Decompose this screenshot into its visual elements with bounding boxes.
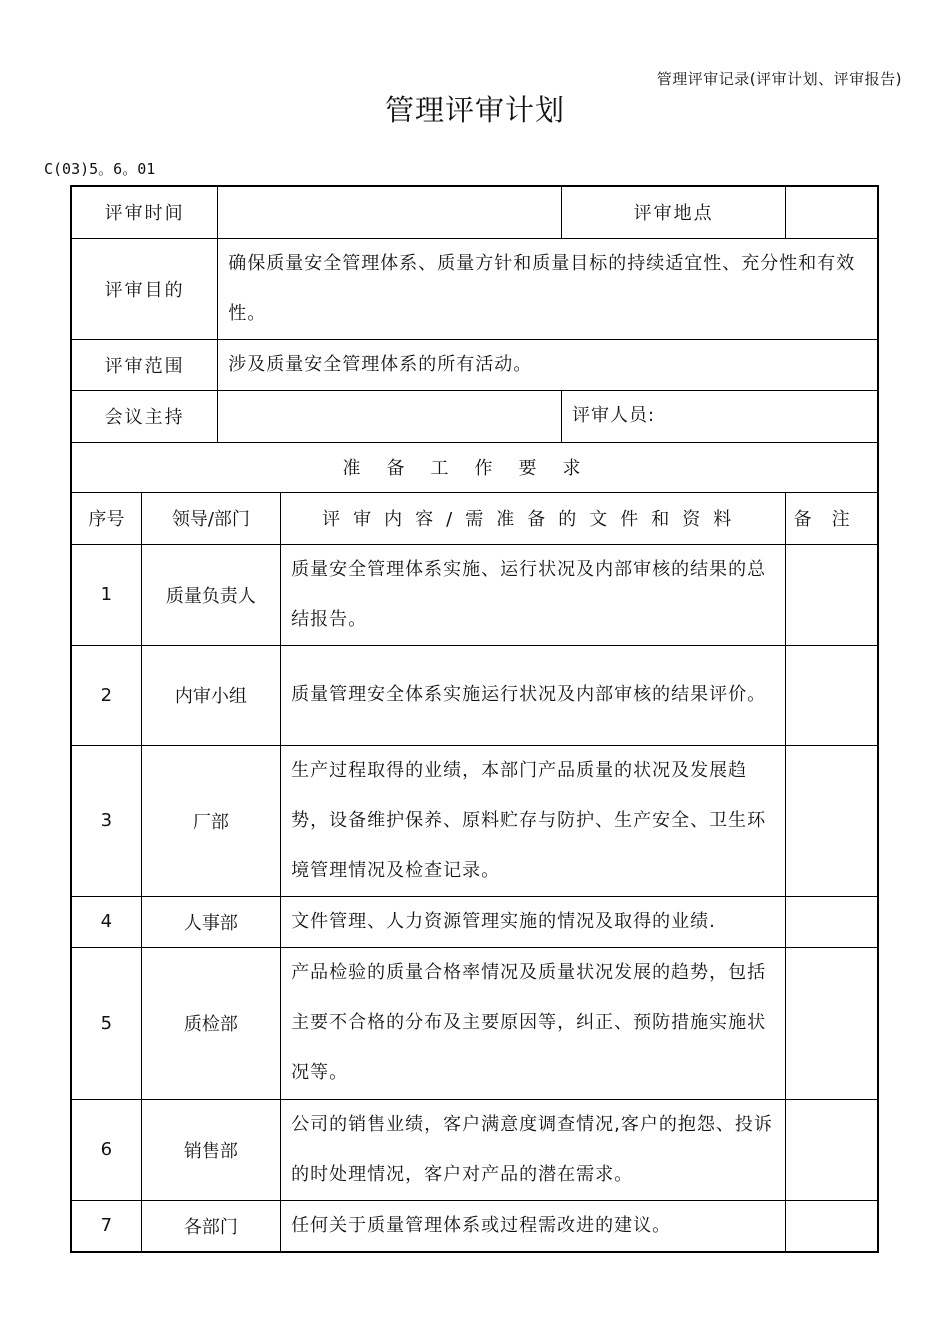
column-header-dept: 领导/部门 — [141, 492, 280, 544]
review-scope-label: 评审范围 — [71, 339, 218, 390]
row-dept: 质检部 — [141, 947, 280, 1099]
review-plan-table — [70, 185, 879, 1253]
column-header-note: 备注 — [786, 492, 878, 544]
section-title: 准备工作要求 — [71, 442, 878, 492]
row-content: 生产过程取得的业绩，本部门产品质量的状况及发展趋势，设备维护保养、原料贮存与防护、生产安全、卫生环境管理情况及检查记录。 — [281, 745, 786, 896]
table-row — [71, 1200, 878, 1252]
review-place-value[interactable] — [786, 186, 878, 238]
row-seq: 2 — [71, 645, 141, 745]
review-purpose-label: 评审目的 — [71, 238, 218, 339]
row-note[interactable] — [786, 947, 878, 1099]
row-seq: 5 — [71, 947, 141, 1099]
meeting-host-label: 会议主持 — [71, 390, 218, 442]
table-row — [71, 947, 878, 1099]
row-note[interactable] — [786, 1099, 878, 1200]
page-title: 管理评审计划 — [384, 93, 565, 127]
row-content: 产品检验的质量合格率情况及质量状况发展的趋势，包括主要不合格的分布及主要原因等，纠正、预防措施实施状况等。 — [281, 947, 786, 1099]
review-scope-value: 涉及质量安全管理体系的所有活动。 — [218, 339, 878, 390]
row-seq: 6 — [71, 1099, 141, 1200]
row-dept: 厂部 — [141, 745, 280, 896]
row-dept: 销售部 — [141, 1099, 280, 1200]
row-note[interactable] — [786, 745, 878, 896]
row-content: 质量管理安全体系实施运行状况及内部审核的结果评价。 — [281, 645, 786, 745]
row-content: 公司的销售业绩，客户满意度调查情况,客户的抱怨、投诉的时处理情况，客户对产品的潜在需求。 — [281, 1099, 786, 1200]
table-row — [71, 1099, 878, 1200]
meeting-host-value[interactable] — [218, 390, 562, 442]
row-dept: 内审小组 — [141, 645, 280, 745]
column-header-seq: 序号 — [71, 492, 141, 544]
review-time-label: 评审时间 — [71, 186, 218, 238]
table-row — [71, 896, 878, 947]
reviewers-field[interactable]: 评审人员: — [561, 390, 878, 442]
column-header-content: 评审内容/需准备的文件和资料 — [281, 492, 786, 544]
review-place-label: 评审地点 — [561, 186, 785, 238]
row-note[interactable] — [786, 544, 878, 645]
table-row — [71, 745, 878, 896]
row-content: 任何关于质量管理体系或过程需改进的建议。 — [281, 1200, 786, 1252]
row-note[interactable] — [786, 896, 878, 947]
row-note[interactable] — [786, 645, 878, 745]
table-row — [71, 645, 878, 745]
review-time-value[interactable] — [218, 186, 562, 238]
row-dept: 各部门 — [141, 1200, 280, 1252]
row-seq: 7 — [71, 1200, 141, 1252]
row-dept: 人事部 — [141, 896, 280, 947]
row-seq: 1 — [71, 544, 141, 645]
header-note: 管理评审记录(评审计划、评审报告) — [656, 70, 902, 88]
document-code: C(03)5。6。01 — [44, 160, 156, 178]
row-note[interactable] — [786, 1200, 878, 1252]
row-dept: 质量负责人 — [141, 544, 280, 645]
row-content: 文件管理、人力资源管理实施的情况及取得的业绩. — [281, 896, 786, 947]
row-seq: 3 — [71, 745, 141, 896]
row-content: 质量安全管理体系实施、运行状况及内部审核的结果的总结报告。 — [281, 544, 786, 645]
review-purpose-value: 确保质量安全管理体系、质量方针和质量目标的持续适宜性、充分性和有效性。 — [218, 238, 878, 339]
table-row — [71, 544, 878, 645]
row-seq: 4 — [71, 896, 141, 947]
